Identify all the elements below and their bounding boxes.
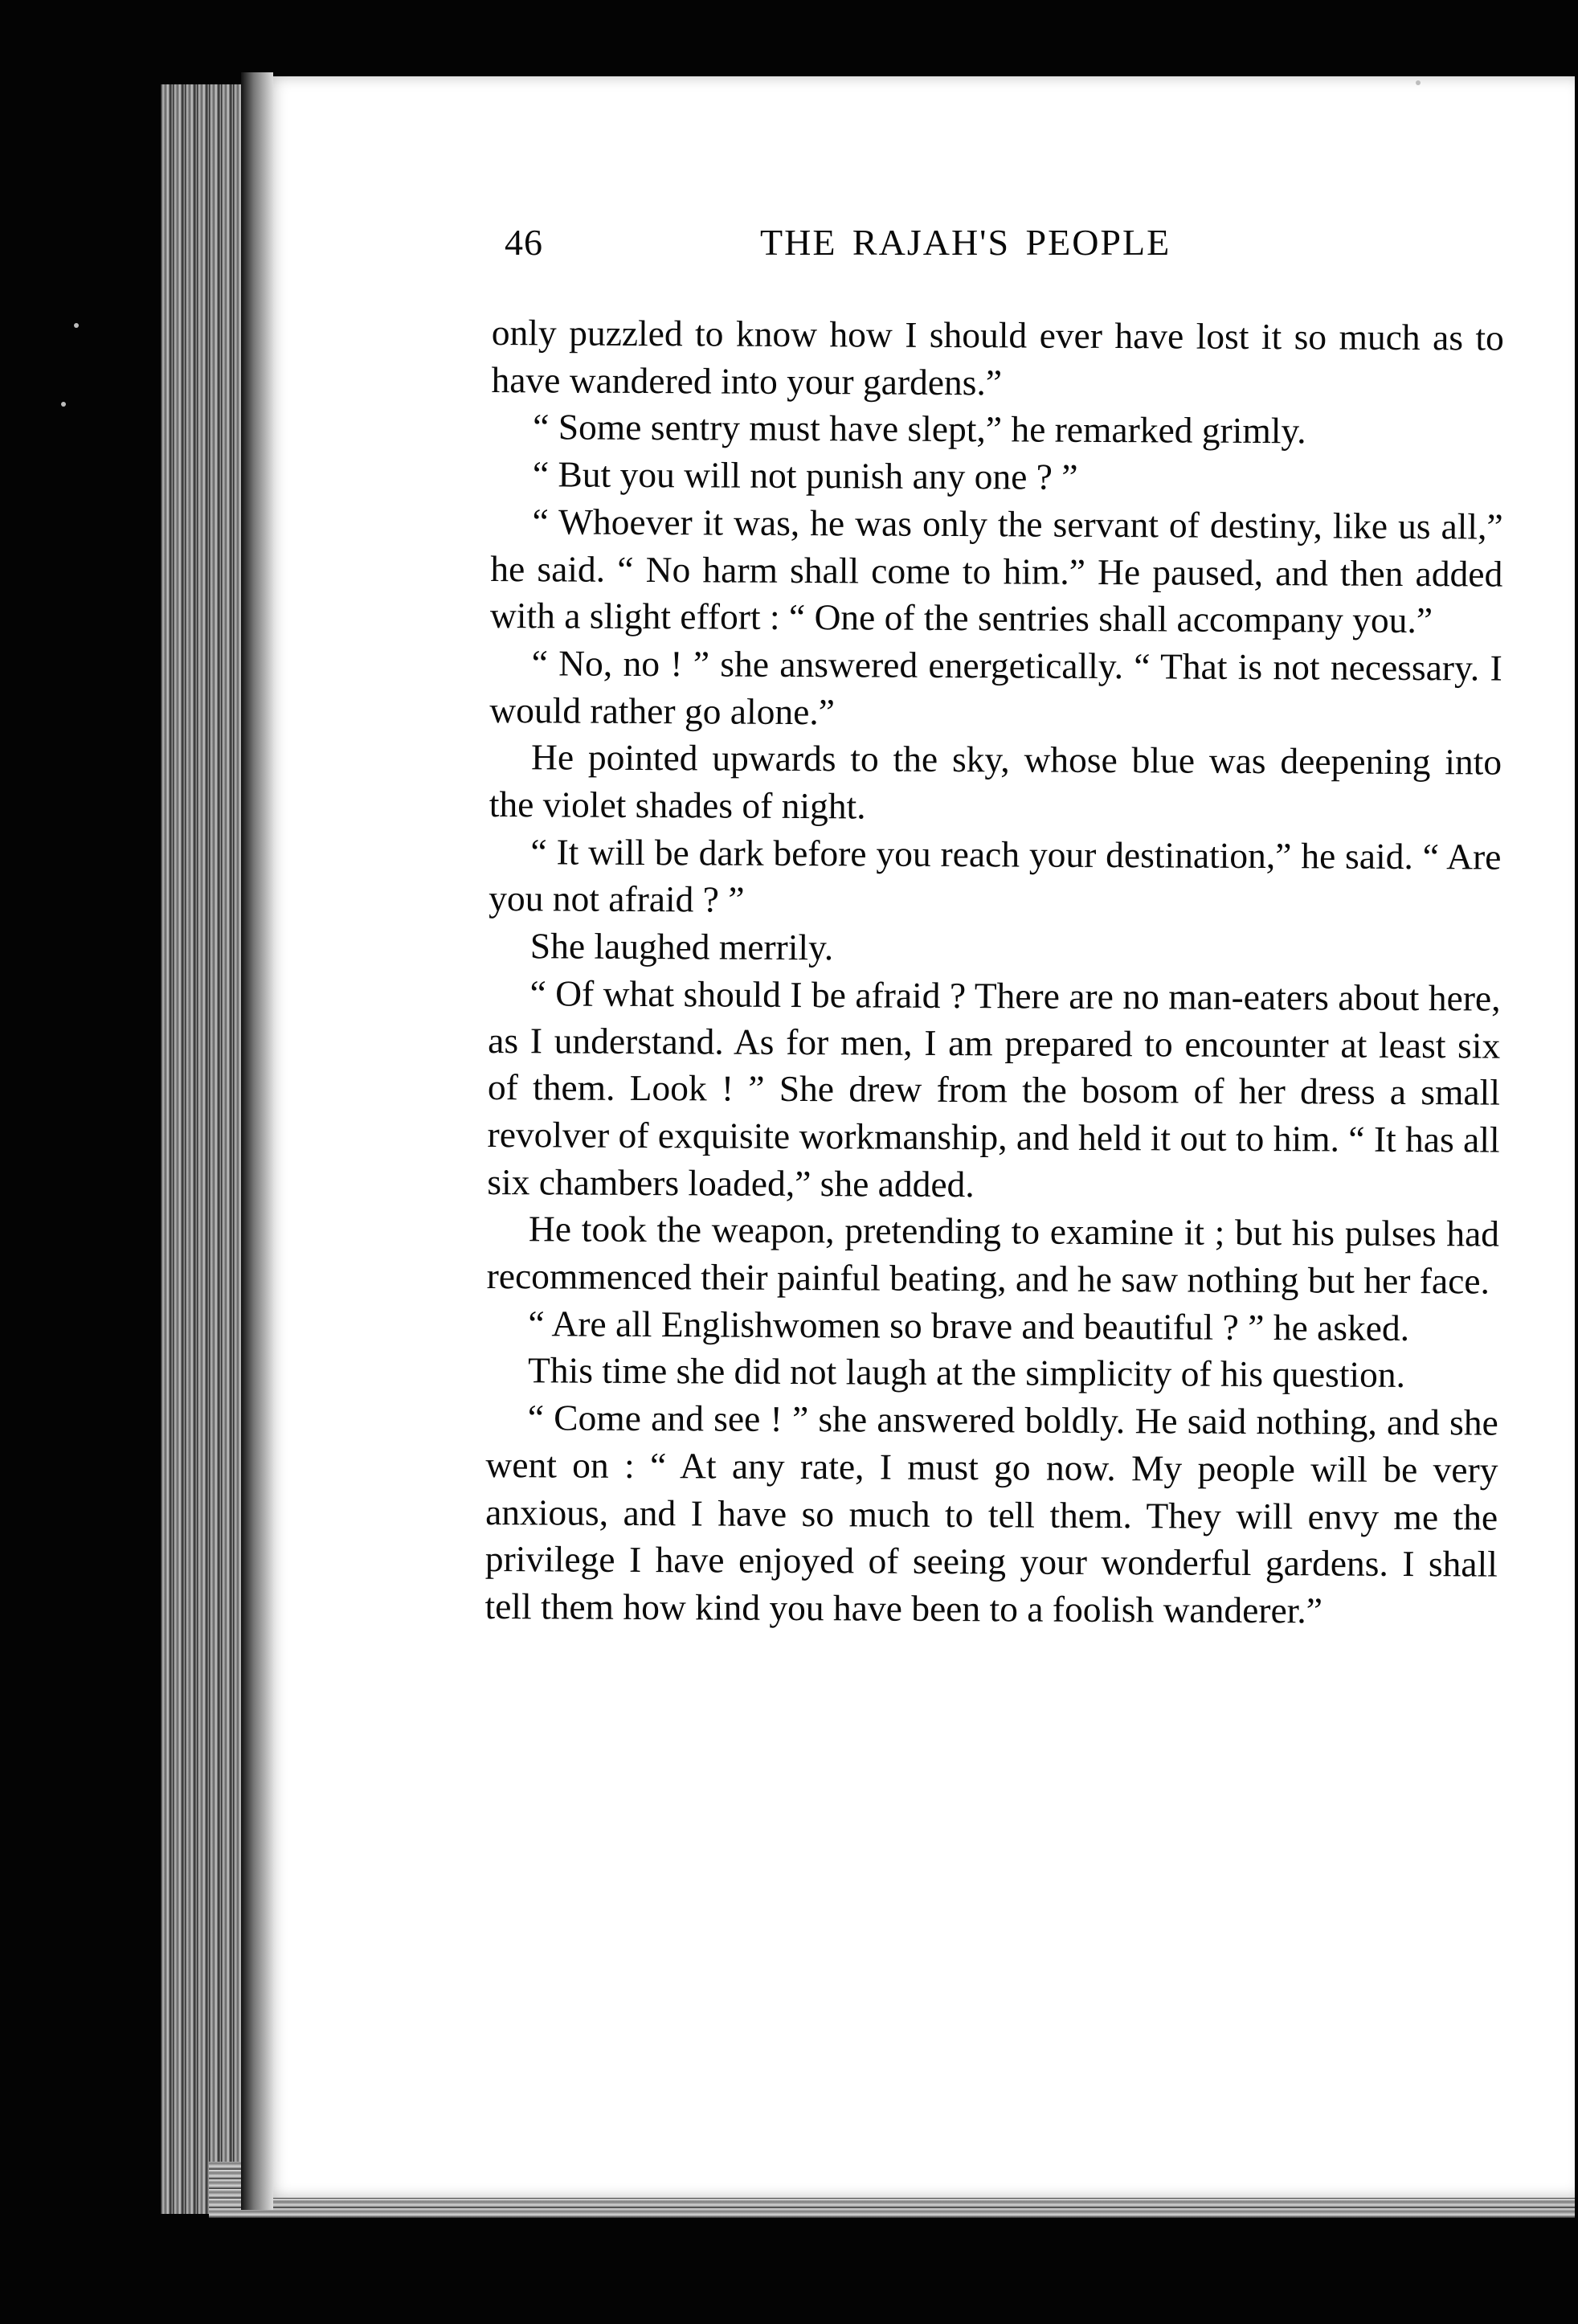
running-head: THE RAJAH'S PEOPLE (760, 222, 1171, 263)
paragraph: “ Whoever it was, he was only the servant of destiny, like us all,” he said. “ No harm shall come to him.” He paused, and then added with a slight effort : “ One of the sentries shall accompany you.” (489, 501, 1503, 641)
paragraph: He pointed upwards to the sky, whose blue was deepening into the violet shades of night. (489, 736, 1502, 827)
paragraph: “ Come and see ! ” she answered boldly. He said nothing, and she went on : “ At any rate, I must go now. My people will be very anxious, and I have so much to tell them. They will envy me the privilege I have enjoyed of seeing your wonderful gardens. I shall tell them how kind you have been to a foolish wanderer.” (484, 1397, 1498, 1631)
paragraph: “ No, no ! ” she answered energetically. “ That is not necessary. I would rather go alone.” (489, 642, 1502, 732)
dust-speck (1416, 80, 1421, 85)
page-header (505, 221, 1509, 285)
page-number: 46 (505, 222, 543, 263)
paragraph: “ But you will not punish any one ? ” (532, 453, 1078, 497)
paragraph: “ Are all Englishwomen so brave and beautiful ? ” he asked. (528, 1303, 1410, 1348)
dust-speck (74, 323, 79, 328)
page-gutter-shadow (241, 72, 273, 2210)
paragraph: “ Of what should I be afraid ? There are no man-eaters about here, as I understand. As for men, I am prepared to encounter at least six of them. Look ! ” She drew from the bosom of her dress a small revolver of exquisite workmanship, and held it out to him. “ It has all six chambers loaded,” she added. (487, 972, 1501, 1205)
paragraph: only puzzled to know how I should ever have lost it so much as to have wandered into your gardens.” (491, 311, 1504, 403)
page-body (484, 309, 1504, 1635)
paragraph: “ Some sentry must have slept,” he remarked grimly. (533, 406, 1306, 452)
paragraph: “ It will be dark before you reach your destination,” he said. “ Are you not afraid ? ” (489, 830, 1502, 921)
dust-speck (61, 402, 66, 407)
paragraph: He took the weapon, pretending to examine it ; but his pulses had recommenced their painful beating, and he saw nothing but her face. (486, 1208, 1500, 1302)
paragraph: She laughed merrily. (529, 925, 834, 968)
paragraph: This time she did not laugh at the simplicity of his question. (527, 1349, 1406, 1396)
